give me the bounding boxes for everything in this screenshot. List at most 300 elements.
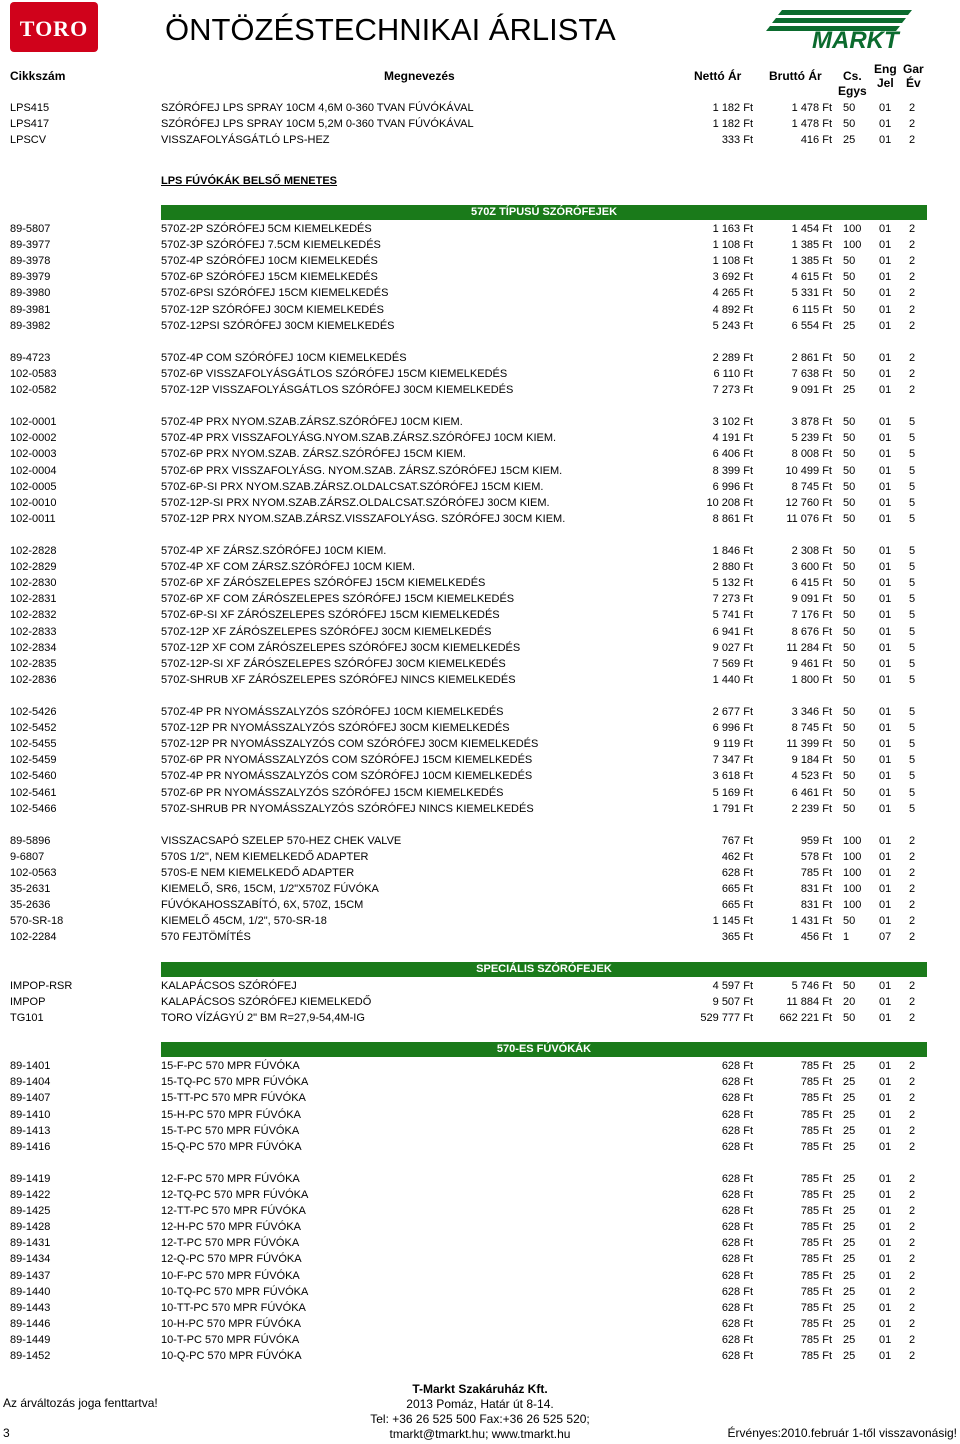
- package-unit: 25: [843, 1221, 856, 1234]
- table-row: [0, 720, 960, 736]
- table-row: [0, 1284, 960, 1300]
- discount-code: 01: [879, 850, 892, 863]
- item-description: 570Z-2P SZÓRÓFEJ 5CM KIEMELKEDÉS: [161, 223, 372, 236]
- net-price: 628 Ft: [721, 1205, 753, 1218]
- net-price: 665 Ft: [721, 899, 753, 912]
- discount-code: 01: [879, 255, 892, 268]
- package-unit: 50: [843, 464, 856, 477]
- item-code: 102-5466: [10, 802, 57, 815]
- package-unit: 25: [843, 1124, 856, 1137]
- net-price: 628 Ft: [721, 1285, 753, 1298]
- net-price: 1 846 Ft: [712, 545, 753, 558]
- item-code: 102-0582: [10, 384, 57, 397]
- table-row: [0, 1074, 960, 1090]
- package-unit: 50: [843, 351, 856, 364]
- column-header-egys: Egys: [838, 84, 867, 98]
- net-price: 6 941 Ft: [712, 625, 753, 638]
- table-row: [0, 414, 960, 430]
- item-description: 570Z-6P VISSZAFOLYÁSGÁTLOS SZÓRÓFEJ 15CM KIEMELKEDÉS: [161, 367, 508, 380]
- item-description: 12-TT-PC 570 MPR FÚVÓKA: [161, 1205, 306, 1218]
- item-description: 570Z-4P XF ZÁRSZ.SZÓRÓFEJ 10CM KIEM.: [161, 545, 387, 558]
- package-unit: 25: [843, 1205, 856, 1218]
- item-description: 570Z-4P PRX NYOM.SZAB.ZÁRSZ.SZÓRÓFEJ 10CM KIEM.: [161, 416, 463, 429]
- package-unit: 25: [843, 1092, 856, 1105]
- discount-code: 01: [879, 496, 892, 509]
- item-code: 89-4723: [10, 351, 51, 364]
- table-row: [0, 479, 960, 495]
- table-row: [0, 1348, 960, 1364]
- item-description: 570Z-SHRUB XF ZÁRÓSZELEPES SZÓRÓFEJ NINCS KIEMELKEDÉS: [161, 673, 516, 686]
- table-row: [0, 1316, 960, 1332]
- item-code: IMPOP: [10, 995, 46, 1008]
- gross-price: 6 554 Ft: [791, 319, 832, 332]
- discount-code: 01: [879, 1140, 892, 1153]
- warranty-years: 2: [909, 1172, 916, 1185]
- warranty-years: 5: [909, 480, 916, 493]
- table-row: [0, 446, 960, 462]
- package-unit: 50: [843, 416, 856, 429]
- gross-price: 9 091 Ft: [791, 593, 832, 606]
- net-price: 529 777 Ft: [700, 1011, 753, 1024]
- gross-price: 3 346 Ft: [791, 706, 832, 719]
- discount-code: 01: [879, 1221, 892, 1234]
- item-code: 102-5455: [10, 738, 57, 751]
- gross-price: 5 239 Ft: [791, 432, 832, 445]
- item-code: 102-0010: [10, 496, 57, 509]
- net-price: 628 Ft: [721, 1189, 753, 1202]
- item-description: 15-F-PC 570 MPR FÚVÓKA: [161, 1060, 300, 1073]
- discount-code: 01: [879, 786, 892, 799]
- item-code: 102-0005: [10, 480, 57, 493]
- discount-code: 01: [879, 464, 892, 477]
- item-code: 35-2636: [10, 899, 51, 912]
- item-description: 570Z-6P XF COM ZÁRÓSZELEPES SZÓRÓFEJ 15CM KIEMELKEDÉS: [161, 593, 515, 606]
- gross-price: 2 861 Ft: [791, 351, 832, 364]
- item-code: 102-2830: [10, 577, 57, 590]
- net-price: 8 861 Ft: [712, 512, 753, 525]
- warranty-years: 5: [909, 754, 916, 767]
- page-title: ÖNTÖZÉSTECHNIKAI ÁRLISTA: [165, 12, 616, 47]
- warranty-years: 5: [909, 416, 916, 429]
- warranty-years: 2: [909, 118, 916, 131]
- net-price: 628 Ft: [721, 1317, 753, 1330]
- net-price: 333 Ft: [721, 134, 753, 147]
- package-unit: 25: [843, 1076, 856, 1089]
- table-row: [0, 801, 960, 817]
- table-row: [0, 285, 960, 301]
- net-price: 1 182 Ft: [712, 102, 753, 114]
- item-description: 570Z-12P PR NYOMÁSSZALYZÓS SZÓRÓFEJ 30CM KIEMELKEDÉS: [161, 722, 510, 735]
- item-code: 102-0583: [10, 367, 57, 380]
- package-unit: 50: [843, 641, 856, 654]
- item-description: 570Z-4P PR NYOMÁSSZALYZÓS SZÓRÓFEJ 10CM KIEMELKEDÉS: [161, 706, 504, 719]
- markt-logo-text: MARKT: [812, 27, 899, 50]
- table-row: [0, 132, 960, 148]
- warranty-years: 5: [909, 706, 916, 719]
- package-unit: 50: [843, 673, 856, 686]
- warranty-years: 2: [909, 134, 916, 147]
- item-code: 102-5460: [10, 770, 57, 783]
- warranty-years: 2: [909, 1253, 916, 1266]
- warranty-years: 5: [909, 770, 916, 783]
- net-price: 628 Ft: [721, 1253, 753, 1266]
- gross-price: 1 385 Ft: [791, 255, 832, 268]
- item-code: 89-1422: [10, 1189, 51, 1202]
- item-code: 102-2834: [10, 641, 57, 654]
- discount-code: 01: [879, 593, 892, 606]
- discount-code: 01: [879, 1237, 892, 1250]
- item-description: 10-F-PC 570 MPR FÚVÓKA: [161, 1269, 300, 1282]
- table-row: [0, 366, 960, 382]
- item-code: 102-5452: [10, 722, 57, 735]
- net-price: 628 Ft: [721, 1124, 753, 1137]
- gross-price: 5 331 Ft: [791, 287, 832, 300]
- warranty-years: 5: [909, 512, 916, 525]
- discount-code: 01: [879, 319, 892, 332]
- item-description: 570Z-6P SZÓRÓFEJ 15CM KIEMELKEDÉS: [161, 271, 378, 284]
- table-row: [0, 768, 960, 784]
- gross-price: 11 884 Ft: [786, 995, 832, 1008]
- gross-price: 4 523 Ft: [791, 770, 832, 783]
- item-description: 15-H-PC 570 MPR FÚVÓKA: [161, 1108, 301, 1121]
- table-row: [0, 1058, 960, 1074]
- net-price: 4 191 Ft: [712, 432, 753, 445]
- discount-code: 01: [879, 883, 892, 896]
- gross-price: 416 Ft: [800, 134, 832, 147]
- discount-code: 01: [879, 1011, 892, 1024]
- package-unit: 25: [843, 1333, 856, 1346]
- item-description: 570Z-4P PRX VISSZAFOLYÁSG.NYOM.SZAB.ZÁRSZ.SZÓRÓFEJ 10CM KIEM.: [161, 432, 557, 445]
- package-unit: 50: [843, 657, 856, 670]
- table-row: [0, 913, 960, 929]
- warranty-years: 2: [909, 351, 916, 364]
- package-unit: 100: [843, 834, 862, 847]
- package-unit: 25: [843, 134, 856, 147]
- column-header-ev: Év: [906, 76, 921, 90]
- item-description: 570Z-4P PR NYOMÁSSZALYZÓS COM SZÓRÓFEJ 10CM KIEMELKEDÉS: [161, 770, 533, 783]
- item-code: 89-1434: [10, 1253, 51, 1266]
- warranty-years: 2: [909, 271, 916, 284]
- discount-code: 01: [879, 384, 892, 397]
- net-price: 628 Ft: [721, 1172, 753, 1185]
- warranty-years: 2: [909, 979, 916, 992]
- item-code: 102-5461: [10, 786, 57, 799]
- package-unit: 50: [843, 593, 856, 606]
- net-price: 5 741 Ft: [712, 609, 753, 622]
- package-unit: 20: [843, 995, 856, 1008]
- gross-price: 785 Ft: [800, 1269, 832, 1282]
- section-banner: 570Z TÍPUSÚ SZÓRÓFEJEK: [161, 205, 927, 220]
- table-row: [0, 1219, 960, 1235]
- item-code: 89-5807: [10, 223, 51, 236]
- warranty-years: 5: [909, 657, 916, 670]
- warranty-years: 2: [909, 102, 916, 114]
- net-price: 6 996 Ft: [712, 722, 753, 735]
- warranty-years: 2: [909, 850, 916, 863]
- discount-code: 01: [879, 1301, 892, 1314]
- item-code: 102-0011: [10, 512, 56, 525]
- gross-price: 9 461 Ft: [791, 657, 832, 670]
- table-row: [0, 1107, 960, 1123]
- column-header-cs: Cs.: [843, 69, 862, 83]
- gross-price: 9 091 Ft: [791, 384, 832, 397]
- net-price: 628 Ft: [721, 1221, 753, 1234]
- table-row: [0, 591, 960, 607]
- discount-code: 01: [879, 577, 892, 590]
- net-price: 1 145 Ft: [712, 915, 753, 928]
- item-description: 570Z-4P XF COM ZÁRSZ.SZÓRÓFEJ 10CM KIEM.: [161, 561, 416, 574]
- package-unit: 50: [843, 722, 856, 735]
- gross-price: 831 Ft: [800, 883, 832, 896]
- item-description: KALAPÁCSOS SZÓRÓFEJ: [161, 979, 297, 992]
- item-code: 89-5896: [10, 834, 51, 847]
- item-code: 89-3978: [10, 255, 51, 268]
- net-price: 2 880 Ft: [712, 561, 753, 574]
- discount-code: 01: [879, 561, 892, 574]
- gross-price: 6 115 Ft: [792, 303, 832, 316]
- item-description: 570Z-12P VISSZAFOLYÁSGÁTLOS SZÓRÓFEJ 30CM KIEMELKEDÉS: [161, 384, 514, 397]
- discount-code: 01: [879, 754, 892, 767]
- discount-code: 01: [879, 1060, 892, 1073]
- table-row: [0, 624, 960, 640]
- net-price: 628 Ft: [721, 1237, 753, 1250]
- discount-code: 01: [879, 480, 892, 493]
- gross-price: 7 176 Ft: [791, 609, 832, 622]
- warranty-years: 2: [909, 1301, 916, 1314]
- table-row: [0, 350, 960, 366]
- net-price: 5 169 Ft: [712, 786, 753, 799]
- warranty-years: 5: [909, 496, 916, 509]
- package-unit: 50: [843, 770, 856, 783]
- warranty-years: 5: [909, 673, 916, 686]
- table-row: [0, 736, 960, 752]
- gross-price: 785 Ft: [800, 1189, 832, 1202]
- net-price: 2 289 Ft: [712, 351, 753, 364]
- package-unit: 50: [843, 609, 856, 622]
- warranty-years: 2: [909, 1108, 916, 1121]
- gross-price: 10 499 Ft: [785, 464, 832, 477]
- warranty-years: 2: [909, 303, 916, 316]
- discount-code: 01: [879, 915, 892, 928]
- table-row: [0, 849, 960, 865]
- warranty-years: 5: [909, 432, 916, 445]
- table-row: [0, 253, 960, 269]
- discount-code: 01: [879, 1285, 892, 1298]
- discount-code: 01: [879, 738, 892, 751]
- warranty-years: 2: [909, 995, 916, 1008]
- table-row: [0, 1123, 960, 1139]
- warranty-years: 5: [909, 786, 916, 799]
- warranty-years: 2: [909, 1011, 916, 1024]
- table-row: [0, 463, 960, 479]
- gross-price: 11 076 Ft: [786, 512, 832, 525]
- gross-price: 1 431 Ft: [791, 915, 832, 928]
- table-row: [0, 237, 960, 253]
- discount-code: 01: [879, 1124, 892, 1137]
- discount-code: 01: [879, 432, 892, 445]
- warranty-years: 2: [909, 1317, 916, 1330]
- discount-code: 01: [879, 1253, 892, 1266]
- column-header-net: Nettó Ár: [694, 69, 742, 83]
- gross-price: 785 Ft: [800, 1317, 832, 1330]
- item-code: 89-1437: [10, 1269, 51, 1282]
- net-price: 8 399 Ft: [712, 464, 753, 477]
- column-header-eng: Eng: [874, 62, 897, 76]
- item-code: 89-1410: [10, 1108, 51, 1121]
- net-price: 1 163 Ft: [712, 223, 753, 236]
- net-price: 628 Ft: [721, 1140, 753, 1153]
- package-unit: 25: [843, 1140, 856, 1153]
- net-price: 5 243 Ft: [712, 319, 753, 332]
- item-code: 89-1446: [10, 1317, 51, 1330]
- warranty-years: 2: [909, 1221, 916, 1234]
- warranty-years: 2: [909, 1237, 916, 1250]
- discount-code: 01: [879, 609, 892, 622]
- gross-price: 785 Ft: [800, 1301, 832, 1314]
- warranty-years: 2: [909, 834, 916, 847]
- package-unit: 50: [843, 706, 856, 719]
- item-description: SZÓRÓFEJ LPS SPRAY 10CM 4,6M 0-360 TVAN FÚVÓKÁVAL: [161, 102, 474, 114]
- footer-company: T-Markt Szakáruház Kft.: [412, 1382, 548, 1396]
- item-code: 89-1440: [10, 1285, 51, 1298]
- table-row: [0, 1235, 960, 1251]
- item-description: 10-TQ-PC 570 MPR FÚVÓKA: [161, 1285, 309, 1298]
- discount-code: 01: [879, 1092, 892, 1105]
- item-code: 102-2284: [10, 931, 57, 944]
- item-description: 12-F-PC 570 MPR FÚVÓKA: [161, 1172, 300, 1185]
- discount-code: 01: [879, 995, 892, 1008]
- footer-address: 2013 Pomáz, Határ út 8-14.: [406, 1397, 554, 1411]
- discount-code: 07: [879, 931, 892, 944]
- column-header-desc: Megnevezés: [384, 69, 455, 83]
- item-code: 102-0002: [10, 432, 57, 445]
- item-code: 102-5426: [10, 706, 57, 719]
- warranty-years: 2: [909, 239, 916, 252]
- toro-logo-text: TORO: [19, 16, 89, 41]
- package-unit: 50: [843, 561, 856, 574]
- gross-price: 785 Ft: [800, 1124, 832, 1137]
- gross-price: 4 615 Ft: [791, 271, 832, 284]
- net-price: 628 Ft: [721, 1060, 753, 1073]
- gross-price: 785 Ft: [800, 1092, 832, 1105]
- package-unit: 50: [843, 512, 856, 525]
- package-unit: 100: [843, 223, 862, 236]
- item-code: 89-3982: [10, 319, 51, 332]
- discount-code: 01: [879, 416, 892, 429]
- net-price: 665 Ft: [721, 883, 753, 896]
- column-header-gar: Gar: [903, 62, 924, 76]
- net-price: 1 108 Ft: [712, 255, 753, 268]
- item-description: 10-H-PC 570 MPR FÚVÓKA: [161, 1317, 301, 1330]
- net-price: 628 Ft: [721, 1076, 753, 1089]
- package-unit: 100: [843, 850, 862, 863]
- package-unit: 25: [843, 1189, 856, 1202]
- item-description: 570Z-12P PR NYOMÁSSZALYZÓS COM SZÓRÓFEJ 30CM KIEMELKEDÉS: [161, 738, 539, 751]
- table-row: [0, 269, 960, 285]
- item-description: 570Z-6P-SI XF ZÁRÓSZELEPES SZÓRÓFEJ 15CM KIEMELKEDÉS: [161, 609, 500, 622]
- warranty-years: 2: [909, 883, 916, 896]
- package-unit: 25: [843, 1269, 856, 1282]
- warranty-years: 5: [909, 722, 916, 735]
- discount-code: 01: [879, 367, 892, 380]
- item-description: 570Z-6P-SI PRX NYOM.SZAB.ZÁRSZ.OLDALCSAT.SZÓRÓFEJ 15CM KIEM.: [161, 480, 544, 493]
- package-unit: 25: [843, 1237, 856, 1250]
- package-unit: 100: [843, 899, 862, 912]
- item-description: 570Z-12P-SI PRX NYOM.SZAB.ZÁRSZ.OLDALCSAT.SZÓRÓFEJ 30CM KIEM.: [161, 496, 550, 509]
- gross-price: 785 Ft: [800, 1253, 832, 1266]
- warranty-years: 2: [909, 1189, 916, 1202]
- package-unit: 50: [843, 915, 856, 928]
- discount-code: 01: [879, 706, 892, 719]
- package-unit: 25: [843, 1301, 856, 1314]
- package-unit: 50: [843, 432, 856, 445]
- column-header-code: Cikkszám: [10, 69, 66, 83]
- warranty-years: 5: [909, 561, 916, 574]
- table-row: [0, 607, 960, 623]
- item-description: VISSZAFOLYÁSGÁTLÓ LPS-HEZ: [161, 134, 330, 147]
- table-row: [0, 978, 960, 994]
- table-row: [0, 672, 960, 688]
- gross-price: 8 745 Ft: [791, 480, 832, 493]
- package-unit: 50: [843, 786, 856, 799]
- table-row: [0, 382, 960, 398]
- warranty-years: 5: [909, 577, 916, 590]
- table-row: [0, 1203, 960, 1219]
- item-description: 15-TT-PC 570 MPR FÚVÓKA: [161, 1092, 306, 1105]
- warranty-years: 2: [909, 1285, 916, 1298]
- footer-email: tmarkt@tmarkt.hu; www.tmarkt.hu: [389, 1427, 571, 1441]
- gross-price: 3 878 Ft: [791, 416, 832, 429]
- package-unit: 50: [843, 625, 856, 638]
- warranty-years: 2: [909, 1140, 916, 1153]
- discount-code: 01: [879, 1205, 892, 1218]
- item-description: 10-T-PC 570 MPR FÚVÓKA: [161, 1333, 300, 1346]
- gross-price: 8 008 Ft: [791, 448, 832, 461]
- item-code: 9-6807: [10, 850, 45, 863]
- warranty-years: 2: [909, 899, 916, 912]
- warranty-years: 2: [909, 1124, 916, 1137]
- net-price: 628 Ft: [721, 1092, 753, 1105]
- item-description: 570Z-6P PRX NYOM.SZAB. ZÁRSZ.SZÓRÓFEJ 15CM KIEM.: [161, 448, 466, 461]
- table-row: [0, 881, 960, 897]
- net-price: 628 Ft: [721, 1350, 753, 1363]
- discount-code: 01: [879, 722, 892, 735]
- gross-price: 785 Ft: [800, 1172, 832, 1185]
- package-unit: 100: [843, 867, 862, 880]
- package-unit: 25: [843, 1317, 856, 1330]
- gross-price: 785 Ft: [800, 1060, 832, 1073]
- warranty-years: 2: [909, 287, 916, 300]
- item-code: 35-2631: [10, 883, 51, 896]
- net-price: 9 119 Ft: [713, 738, 753, 751]
- item-description: KIEMELŐ, SR6, 15CM, 1/2"X570Z FÚVÓKA: [161, 883, 379, 896]
- net-price: 628 Ft: [721, 1108, 753, 1121]
- discount-code: 01: [879, 979, 892, 992]
- net-price: 4 597 Ft: [712, 979, 753, 992]
- gross-price: 1 385 Ft: [791, 239, 832, 252]
- item-code: 89-1425: [10, 1205, 51, 1218]
- item-description: 10-Q-PC 570 MPR FÚVÓKA: [161, 1350, 302, 1363]
- item-code: 102-2835: [10, 657, 57, 670]
- gross-price: 11 399 Ft: [786, 738, 832, 751]
- warranty-years: 2: [909, 931, 916, 944]
- item-description: 12-Q-PC 570 MPR FÚVÓKA: [161, 1253, 302, 1266]
- warranty-years: 2: [909, 915, 916, 928]
- item-code: 89-3979: [10, 271, 51, 284]
- gross-price: 785 Ft: [800, 1237, 832, 1250]
- item-description: 570Z-6PSI SZÓRÓFEJ 15CM KIEMELKEDÉS: [161, 287, 389, 300]
- gross-price: 785 Ft: [800, 1285, 832, 1298]
